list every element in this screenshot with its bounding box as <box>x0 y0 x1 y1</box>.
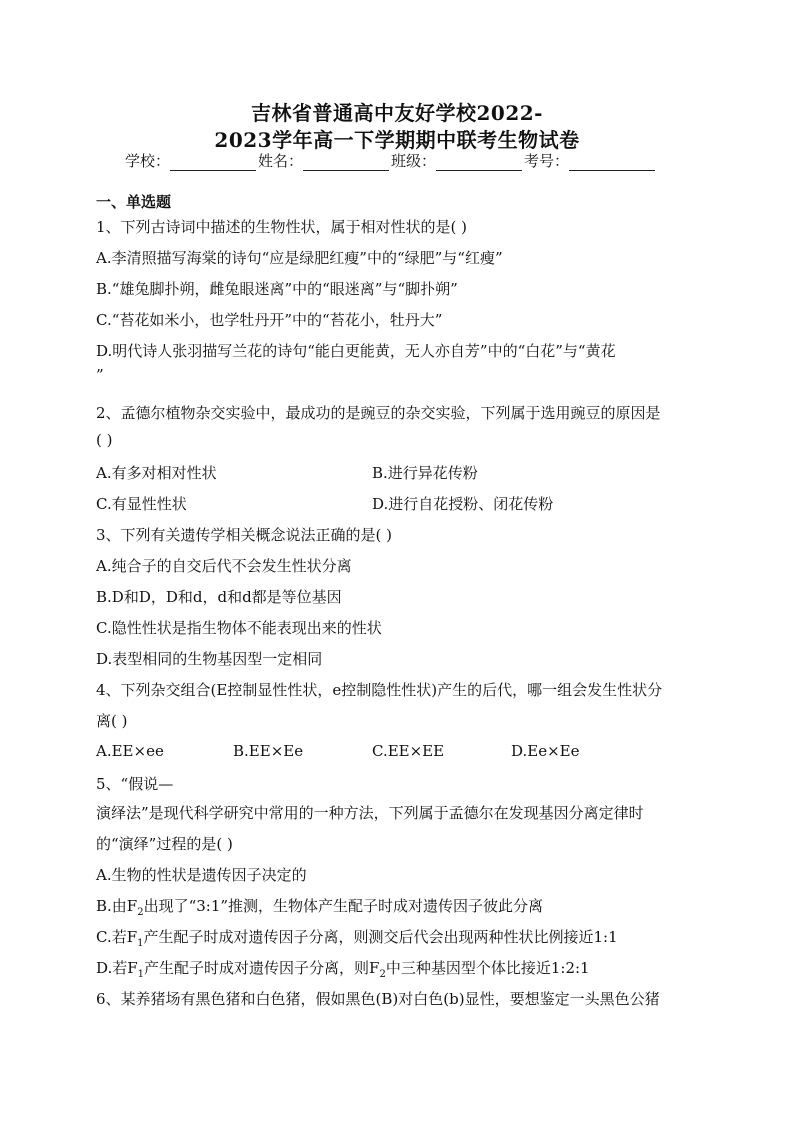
q5-option-b-post: 出现了“3:1”推测，生物体产生配子时成对遗传因子彼此分离 <box>143 897 544 915</box>
section-heading: 一、单选题 <box>96 193 172 211</box>
q1-option-d-cont: ” <box>96 366 104 384</box>
q5-option-d-post: 中三种基因型个体比接近1:2:1 <box>385 959 590 977</box>
q5-option-c-sub: 1 <box>137 938 144 949</box>
q5-option-b-pre: B.由F <box>96 897 138 915</box>
q5-stem-cont: 演绎法”是现代科学研究中常用的一种方法，下列属于孟德尔在发现基因分离定律时 <box>96 804 644 822</box>
q3-option-a[interactable]: A.纯合子的自交后代不会发生性状分离 <box>96 557 352 575</box>
q2-option-c[interactable]: C.有显性性状 <box>96 495 187 513</box>
q4-stem: 4、下列杂交组合(E控制显性性状，e控制隐性性状)产生的后代，哪一组会发生性状分 <box>96 681 663 699</box>
name-blank[interactable] <box>303 154 389 171</box>
exam-number-blank[interactable] <box>569 154 655 171</box>
q4-option-a[interactable]: A.EE×ee <box>96 742 164 760</box>
q6-stem: 6、某养猪场有黑色猪和白色猪，假如黑色(B)对白色(b)显性，要想鉴定一头黑色公猪 <box>96 990 660 1008</box>
student-info-row <box>125 150 657 171</box>
name-label: 姓名： <box>258 152 304 170</box>
class-label: 班级： <box>391 152 437 170</box>
q3-option-d[interactable]: D.表型相同的生物基因型一定相同 <box>96 650 323 668</box>
q5-option-d-pre: D.若F <box>96 959 138 977</box>
q2-stem-cont: ( ) <box>96 431 113 449</box>
q5-option-d-sub2: 2 <box>379 969 386 980</box>
q1-option-d[interactable]: D.明代诗人张羽描写兰花的诗句“能白更能黄，无人亦自芳”中的“白花”与“黄花 <box>96 342 616 360</box>
q5-stem: 5、“假说— <box>96 775 174 793</box>
q2-option-b[interactable]: B.进行异花传粉 <box>372 464 478 482</box>
q4-option-c[interactable]: C.EE×EE <box>372 742 445 760</box>
q5-option-a[interactable]: A.生物的性状是遗传因子决定的 <box>96 866 307 884</box>
class-blank[interactable] <box>436 154 522 171</box>
q2-stem: 2、孟德尔植物杂交实验中，最成功的是豌豆的杂交实验，下列属于选用豌豆的原因是 <box>96 404 661 422</box>
q1-option-a[interactable]: A.李清照描写海棠的诗句“应是绿肥红瘦”中的“绿肥”与“红瘦” <box>96 249 503 267</box>
q5-option-c[interactable] <box>96 926 618 949</box>
q2-option-a[interactable]: A.有多对相对性状 <box>96 464 217 482</box>
q5-option-c-post: 产生配子时成对遗传因子分离，则测交后代会出现两种性状比例接近1:1 <box>143 928 618 946</box>
q1-option-c[interactable]: C.“苔花如米小，也学牡丹开”中的“苔花小，牡丹大” <box>96 311 443 329</box>
title-line-1: 吉林省普通高中友好学校2022- <box>251 101 543 125</box>
q4-stem-cont: 离( ) <box>96 712 128 730</box>
q2-option-d[interactable]: D.进行自花授粉、闭花传粉 <box>372 495 554 513</box>
q5-option-d-mid: 产生配子时成对遗传因子分离，则F <box>144 959 380 977</box>
q1-stem: 1、下列古诗词中描述的生物性状，属于相对性状的是( ) <box>96 218 468 236</box>
q5-option-d[interactable] <box>96 957 590 980</box>
exam-number-label: 考号： <box>524 152 570 170</box>
q5-option-c-pre: C.若F <box>96 928 138 946</box>
q3-option-b[interactable]: B.D和D，D和d，d和d都是等位基因 <box>96 588 342 606</box>
school-blank[interactable] <box>170 154 256 171</box>
q4-option-d[interactable]: D.Ee×Ee <box>511 742 580 760</box>
q4-option-b[interactable]: B.EE×Ee <box>233 742 304 760</box>
q5-option-b[interactable] <box>96 895 543 918</box>
q3-option-c[interactable]: C.隐性性状是指生物体不能表现出来的性状 <box>96 619 382 637</box>
q3-stem: 3、下列有关遗传学相关概念说法正确的是( ) <box>96 526 393 544</box>
title-line-2: 2023学年高一下学期期中联考生物试卷 <box>214 128 580 152</box>
q5-option-b-sub: 2 <box>137 907 144 918</box>
school-label: 学校： <box>125 152 171 170</box>
q1-option-b[interactable]: B.“雄兔脚扑朔，雌兔眼迷离”中的“眼迷离”与“脚扑朔” <box>96 280 458 298</box>
q5-option-d-sub: 1 <box>137 969 145 980</box>
q5-stem-cont-2: 的“演绎”过程的是( ) <box>96 835 233 853</box>
